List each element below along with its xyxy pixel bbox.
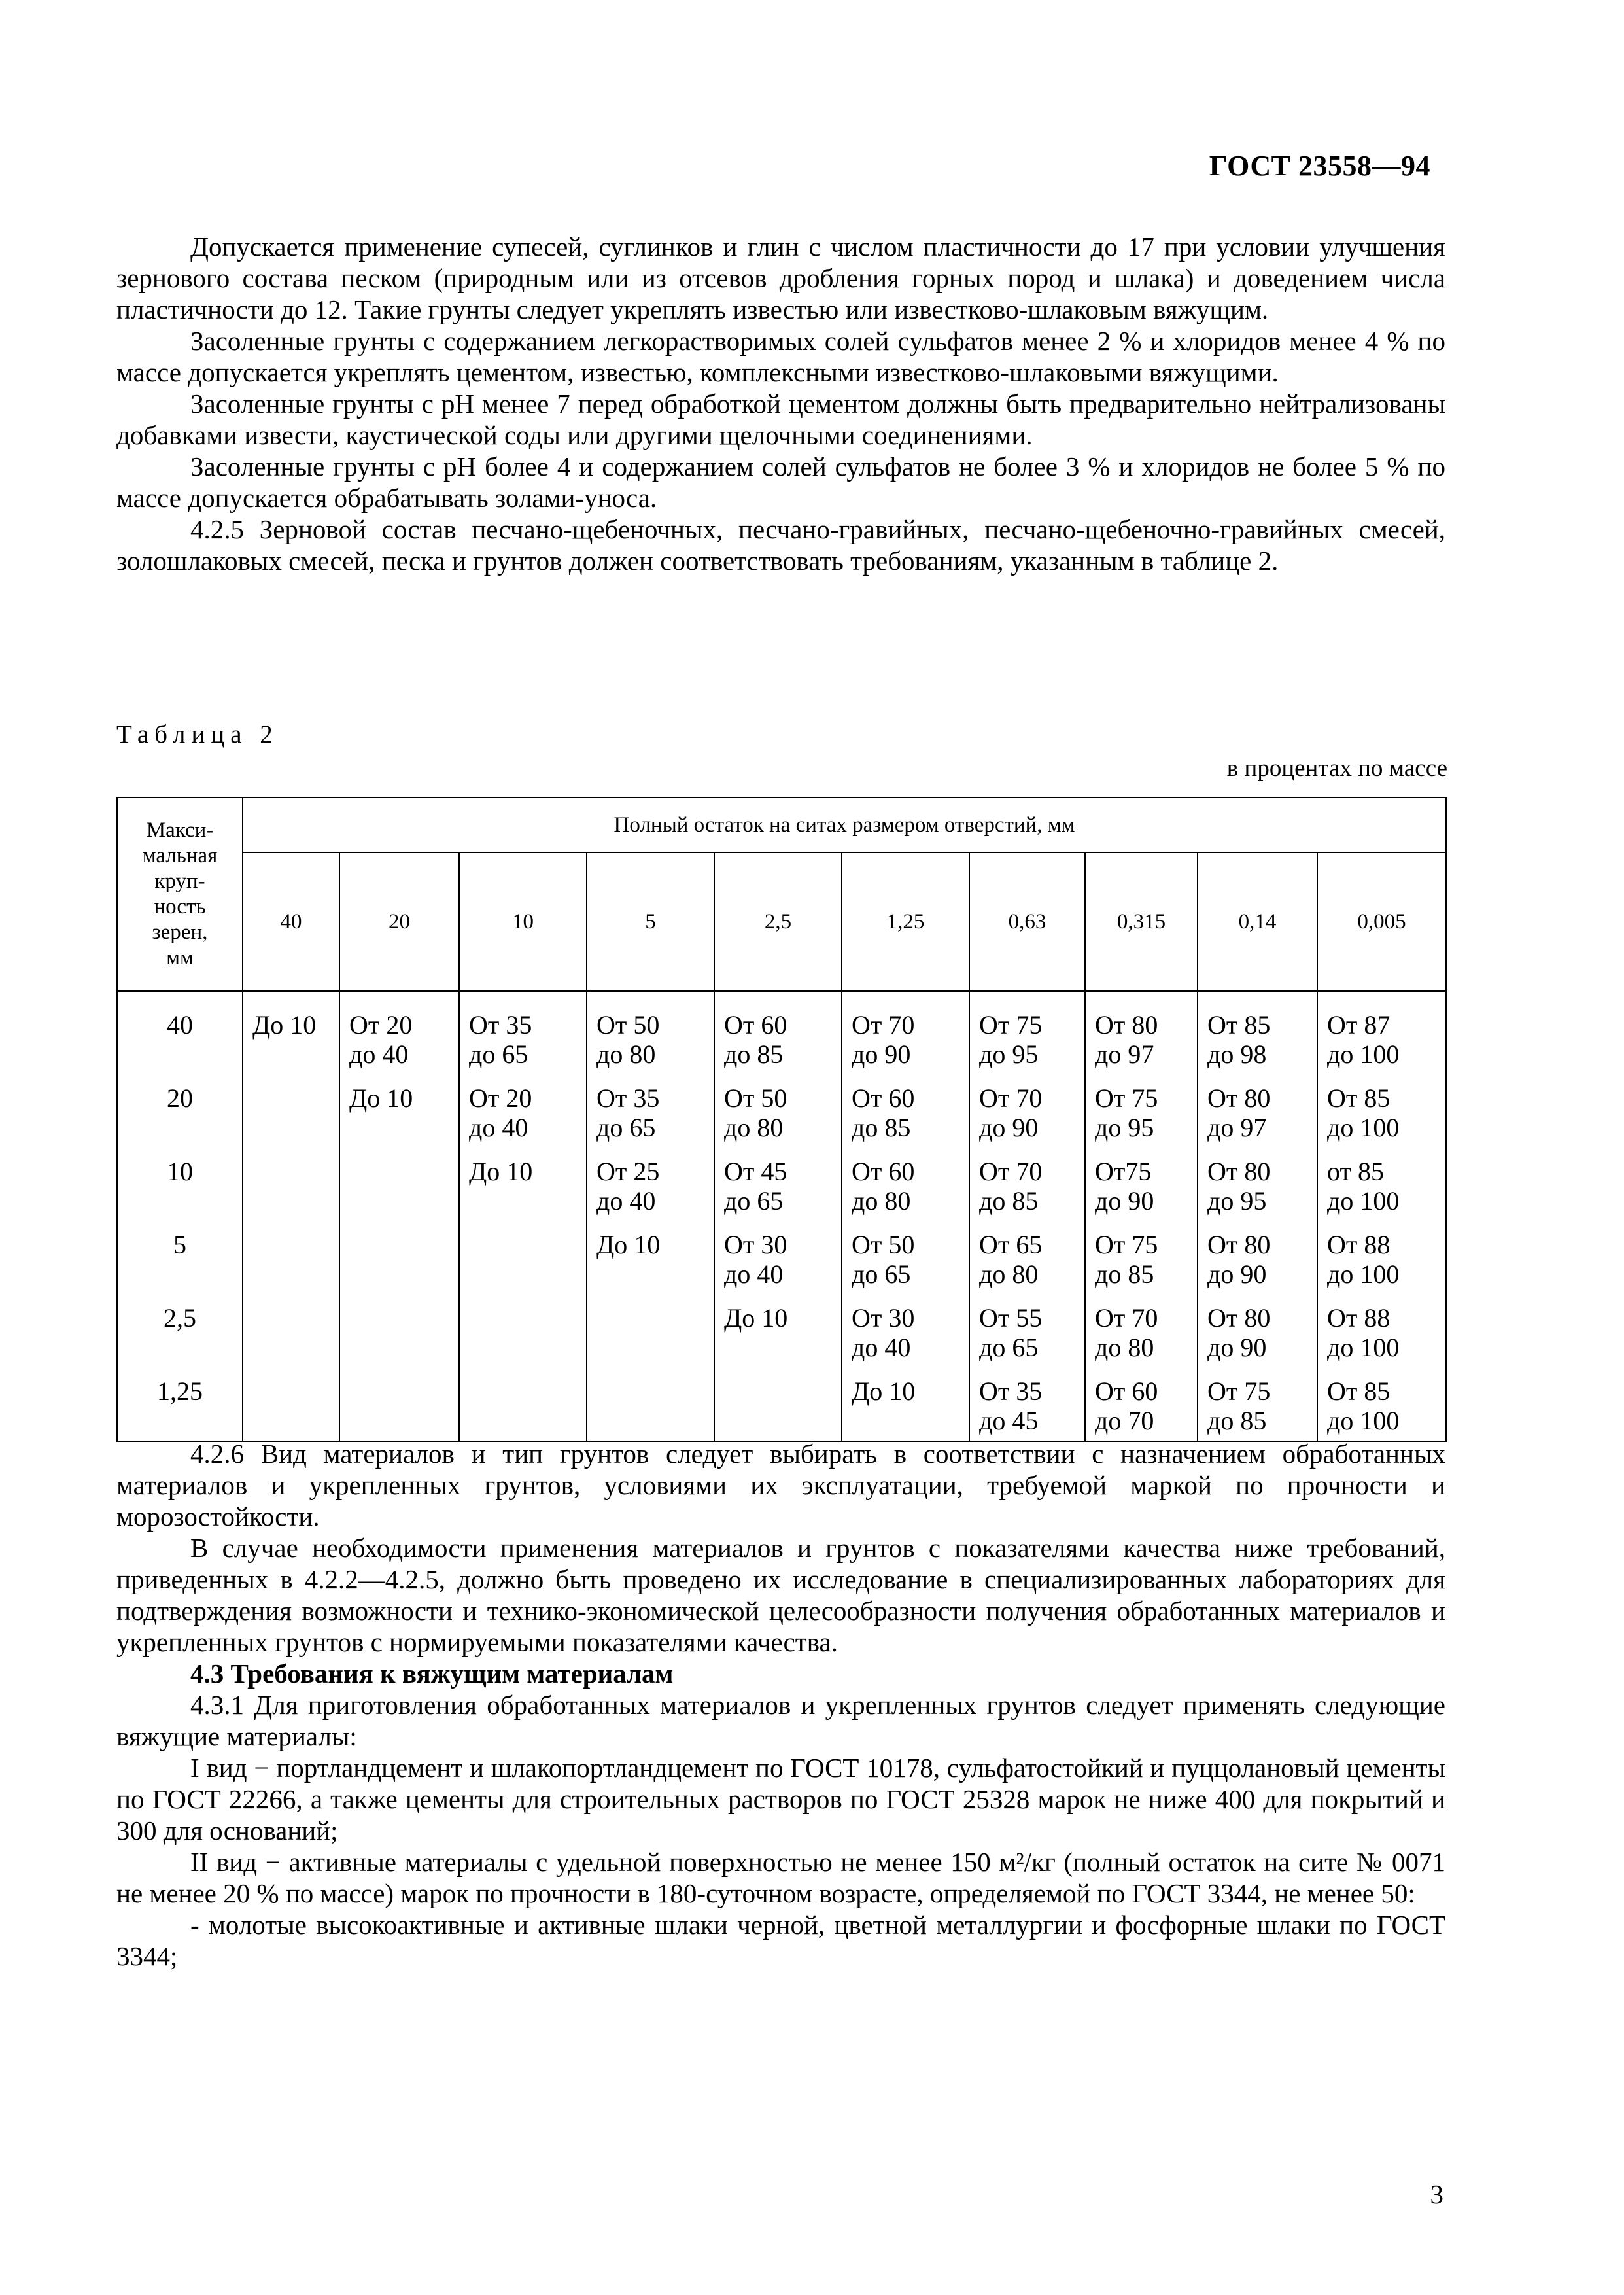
header-sieve-size: 10 [459,852,587,991]
residue-range-value: От 88 до 100 [1327,1230,1400,1289]
residue-range-value: До 10 [469,1157,533,1186]
residue-range-value: От 30 до 40 [852,1303,915,1362]
residue-range-cell [1317,991,1446,1083]
residue-range-cell [714,991,842,1083]
residue-range-cell [339,991,459,1083]
residue-range-cell [1317,1230,1446,1303]
residue-range-cell [1198,1230,1317,1303]
residue-range-cell [243,1303,339,1376]
residue-range-cell [459,1157,587,1230]
residue-range-cell [243,1157,339,1230]
residue-range-cell [339,1083,459,1157]
residue-range-value: От 80 до 95 [1207,1157,1271,1216]
table-row [117,1303,1446,1376]
residue-range-cell [459,1230,587,1303]
residue-range-value: До 10 [252,1010,317,1040]
max-grain-size-cell: 1,25 [117,1376,243,1441]
residue-range-value: От 25 до 40 [596,1157,660,1216]
residue-range-cell [587,991,714,1083]
residue-range-cell [587,1083,714,1157]
paragraph: Засоленные грунты с содержанием легкорастворимых солей сульфатов менее 2 % и хлоридов менее 4 % по массе допускается укреплять цементом, известью, комплексными известково-шлаковыми вяжущими. [116,326,1445,387]
residue-range-value: От 60 до 80 [852,1157,915,1216]
residue-range-value: До 10 [852,1376,916,1406]
residue-range-value: От 75 до 95 [979,1010,1043,1069]
page-number: 3 [1430,2179,1443,2209]
paragraph: I вид − портландцемент и шлакопортландцемент по ГОСТ 10178, сульфатостойкий и пуццолановый цементы по ГОСТ 22266, а также цементы для строительных растворов по ГОСТ 25328 марок не ниже 400 для покрытий и 300 для оснований; [116,1753,1445,1846]
residue-range-cell [339,1376,459,1441]
max-grain-size-cell: 40 [117,991,243,1083]
residue-range-value: От 50 до 80 [724,1083,787,1142]
header-sieve-size: 20 [339,852,459,991]
top-text-section [116,231,1445,576]
residue-range-value: От 65 до 80 [979,1230,1043,1289]
residue-range-cell [842,1083,969,1157]
header-sieve-size: 5 [587,852,714,991]
residue-range-cell [1317,1303,1446,1376]
residue-range-value: До 10 [349,1083,413,1113]
paragraph: II вид − активные материалы с удельной поверхностью не менее 150 м²/кг (полный остаток на сите № 0071 не менее 20 % по массе) марок по прочности в 180-суточном возрасте, определяемой по ГОСТ 3344, не менее 50: [116,1847,1445,1908]
residue-range-cell [339,1303,459,1376]
residue-range-cell [714,1376,842,1441]
residue-range-cell [1198,1303,1317,1376]
paragraph: - молотые высокоактивные и активные шлаки черной, цветной металлургии и фосфорные шлаки по ГОСТ 3344; [116,1910,1445,1971]
residue-range-value: От 80 до 97 [1095,1010,1158,1069]
residue-range-value: От 75 до 85 [1207,1376,1271,1435]
residue-range-value: От 35 до 65 [596,1083,660,1142]
table-row [117,1157,1446,1230]
residue-range-value: От 60 до 85 [852,1083,915,1142]
residue-range-cell [243,1083,339,1157]
residue-range-value: От 80 до 97 [1207,1083,1271,1142]
residue-range-cell [243,991,339,1083]
residue-range-cell [459,1376,587,1441]
residue-range-cell [1198,1157,1317,1230]
residue-range-value: От 60 до 85 [724,1010,787,1069]
table-unit-note: в процентах по массе [1226,755,1447,782]
residue-range-cell [1317,1083,1446,1157]
residue-range-cell [1085,991,1198,1083]
residue-range-cell [969,1230,1085,1303]
residue-range-value: От 85 до 100 [1327,1376,1400,1435]
residue-range-value: От 20 до 40 [349,1010,413,1069]
residue-range-cell [243,1376,339,1441]
residue-range-cell [1198,1376,1317,1441]
paragraph: В случае необходимости применения материалов и грунтов с показателями качества ниже требований, приведенных в 4.2.2—4.2.5, должно быть проведено их исследование в специализированных лабораториях для подтверждения возможности и технико-экономической целесообразности получения обработанных материалов и укрепленных грунтов с нормируемыми показателями качества. [116,1533,1445,1657]
residue-range-cell [587,1376,714,1441]
residue-range-value: От 50 до 65 [852,1230,915,1289]
residue-range-value: От 45 до 65 [724,1157,787,1216]
residue-range-cell [714,1083,842,1157]
residue-range-cell [842,991,969,1083]
residue-range-value: От 80 до 90 [1207,1303,1271,1362]
paragraph: 4.2.5 Зерновой состав песчано-щебеночных, песчано-гравийных, песчано-щебеночно-гравийных смесей, золошлаковых смесей, песка и грунтов должен соответствовать требованиям, указанным в таблице 2. [116,514,1445,576]
residue-range-value: От 75 до 95 [1095,1083,1158,1142]
residue-range-cell [587,1303,714,1376]
residue-range-cell [969,1376,1085,1441]
residue-range-value: До 10 [596,1230,661,1259]
residue-range-cell [1317,1157,1446,1230]
residue-range-value: От 85 до 98 [1207,1010,1271,1069]
residue-range-cell [842,1303,969,1376]
grain-composition-table [116,797,1447,1442]
max-grain-size-cell: 2,5 [117,1303,243,1376]
residue-range-cell [969,1303,1085,1376]
paragraph: 4.3.1 Для приготовления обработанных материалов и укрепленных грунтов следует применять следующие вяжущие материалы: [116,1690,1445,1751]
table-caption: Таблица 2 [116,720,279,748]
header-sieve-residue-group: Полный остаток на ситах размером отверстий, мм [243,797,1446,852]
residue-range-value: От 20 до 40 [469,1083,532,1142]
residue-range-cell [969,1083,1085,1157]
paragraph: Допускается применение супесей, суглинков и глин с числом пластичности до 17 при условии улучшения зернового состава песком (природным или из отсевов дробления горных пород и шлака) и доведением числа пластичности до 12. Такие грунты следует укреплять известью или известково-шлаковым вяжущим. [116,232,1445,324]
header-sieve-size: 1,25 [842,852,969,991]
residue-range-cell [243,1230,339,1303]
residue-range-cell [842,1376,969,1441]
header-sieve-size: 0,63 [969,852,1085,991]
header-max-grain-size [117,797,243,991]
header-max-grain-size-label: Макси- мальная круп- ность зерен, мм [142,818,218,970]
residue-range-value: От 75 до 85 [1095,1230,1158,1289]
residue-range-cell [587,1157,714,1230]
section-heading: 4.3 Требования к вяжущим материалам [190,1658,674,1689]
table-body [117,991,1446,1441]
residue-range-value: От75 до 90 [1095,1157,1154,1216]
max-grain-size-cell: 20 [117,1083,243,1157]
residue-range-value: От 87 до 100 [1327,1010,1400,1069]
residue-range-cell [714,1157,842,1230]
paragraph: Засоленные грунты с рН более 4 и содержанием солей сульфатов не более 3 % и хлоридов не более 5 % по массе допускается обрабатывать золами-уноса. [116,451,1445,513]
residue-range-cell [1085,1157,1198,1230]
residue-range-cell [339,1230,459,1303]
residue-range-value: От 55 до 65 [979,1303,1043,1362]
residue-range-value: От 88 до 100 [1327,1303,1400,1362]
residue-range-value: От 85 до 100 [1327,1083,1400,1142]
residue-range-cell [1198,991,1317,1083]
paragraph: Засоленные грунты с рН менее 7 перед обработкой цементом должны быть предварительно нейтрализованы добавками извести, каустической соды или другими щелочными соединениями. [116,389,1445,450]
residue-range-value: От 70 до 85 [979,1157,1043,1216]
table-row [117,991,1446,1083]
table-row [117,1083,1446,1157]
max-grain-size-cell: 10 [117,1157,243,1230]
residue-range-cell [969,991,1085,1083]
header-sieve-size: 40 [243,852,339,991]
paragraph: 4.2.6 Вид материалов и тип грунтов следует выбирать в соответствии с назначением обработанных материалов и укрепленных грунтов, условиями их эксплуатации, требуемой маркой по прочности и морозостойкости. [116,1439,1445,1532]
table-row [117,1376,1446,1441]
residue-range-cell [714,1230,842,1303]
max-grain-size-cell: 5 [117,1230,243,1303]
residue-range-value: От 35 до 45 [979,1376,1043,1435]
residue-range-cell [1198,1083,1317,1157]
residue-range-cell [1317,1376,1446,1441]
residue-range-cell [339,1157,459,1230]
header-sieve-size: 0,14 [1198,852,1317,991]
residue-range-cell [587,1230,714,1303]
residue-range-value: от 85 до 100 [1327,1157,1400,1216]
residue-range-value: От 30 до 40 [724,1230,787,1289]
residue-range-value: От 50 до 80 [596,1010,660,1069]
document-code-header: ГОСТ 23558—94 [1209,150,1430,182]
residue-range-cell [842,1230,969,1303]
residue-range-value: От 70 до 80 [1095,1303,1158,1362]
residue-range-cell [1085,1230,1198,1303]
residue-range-cell [1085,1376,1198,1441]
header-sieve-size: 2,5 [714,852,842,991]
residue-range-cell [459,1303,587,1376]
header-sieve-size: 0,005 [1317,852,1446,991]
residue-range-value: От 60 до 70 [1095,1376,1158,1435]
residue-range-value: От 35 до 65 [469,1010,532,1069]
residue-range-value: От 70 до 90 [852,1010,915,1069]
residue-range-value: От 70 до 90 [979,1083,1043,1142]
residue-range-cell [459,991,587,1083]
residue-range-value: До 10 [724,1303,788,1333]
residue-range-cell [1085,1083,1198,1157]
table-row [117,1230,1446,1303]
residue-range-cell [969,1157,1085,1230]
residue-range-cell [714,1303,842,1376]
bottom-text-section [116,1438,1445,1972]
residue-range-cell [1085,1303,1198,1376]
residue-range-cell [842,1157,969,1230]
header-sieve-size: 0,315 [1085,852,1198,991]
residue-range-cell [459,1083,587,1157]
residue-range-value: От 80 до 90 [1207,1230,1271,1289]
